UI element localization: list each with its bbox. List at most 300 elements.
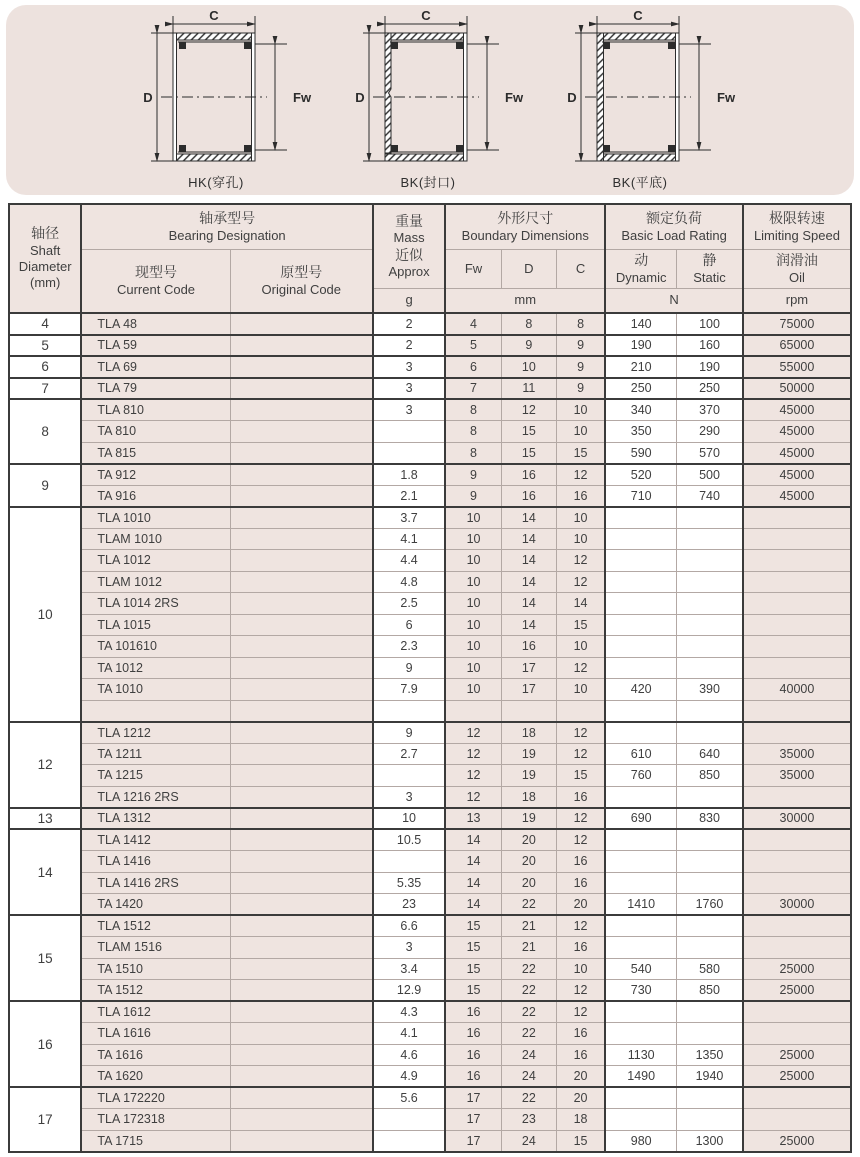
cell-limiting-speed: [743, 915, 851, 937]
cell-dynamic-load: 590: [605, 442, 676, 464]
cell-limiting-speed: [743, 700, 851, 722]
svg-text:C: C: [421, 11, 431, 23]
table-body: [9, 313, 851, 1152]
cell-dynamic-load: [605, 507, 676, 529]
cell-original-code: [230, 915, 373, 937]
cell-mass: 4.6: [373, 1044, 445, 1066]
cell-d: 19: [501, 765, 556, 787]
cell-fw: 17: [445, 1087, 501, 1109]
cell-mass: 12.9: [373, 980, 445, 1002]
cell-original-code: [230, 937, 373, 959]
cell-static-load: 290: [677, 421, 743, 443]
cell-original-code: [230, 722, 373, 744]
cell-d: 21: [501, 937, 556, 959]
table-row: [9, 980, 851, 1002]
cell-mass: 4.1: [373, 1023, 445, 1045]
cell-limiting-speed: 45000: [743, 421, 851, 443]
cell-dynamic-load: 730: [605, 980, 676, 1002]
cell-static-load: [677, 593, 743, 615]
cell-current-code: TA 815: [81, 442, 230, 464]
cell-static-load: [677, 1087, 743, 1109]
cell-shaft-diameter: 8: [9, 399, 81, 464]
cell-fw: 15: [445, 937, 501, 959]
table-row: [9, 937, 851, 959]
cell-original-code: [230, 1087, 373, 1109]
cell-d: 18: [501, 786, 556, 808]
cell-static-load: [677, 851, 743, 873]
cell-limiting-speed: [743, 872, 851, 894]
cell-limiting-speed: 55000: [743, 356, 851, 378]
cell-shaft-diameter: 14: [9, 829, 81, 915]
cell-fw: 12: [445, 722, 501, 744]
cell-static-load: [677, 915, 743, 937]
table-row: [9, 679, 851, 701]
cell-mass: [373, 1109, 445, 1131]
cell-fw: 16: [445, 1023, 501, 1045]
cell-fw: 15: [445, 980, 501, 1002]
cell-c: 16: [556, 1044, 605, 1066]
cell-original-code: [230, 786, 373, 808]
cell-limiting-speed: [743, 851, 851, 873]
cell-dynamic-load: [605, 1023, 676, 1045]
cell-dynamic-load: 610: [605, 743, 676, 765]
cell-mass: 3.7: [373, 507, 445, 529]
cell-d: [501, 700, 556, 722]
cell-current-code: TA 1211: [81, 743, 230, 765]
table-row: [9, 464, 851, 486]
cell-dynamic-load: 540: [605, 958, 676, 980]
cell-d: 9: [501, 335, 556, 357]
cell-original-code: [230, 636, 373, 658]
svg-text:C: C: [209, 11, 219, 23]
cell-d: 21: [501, 915, 556, 937]
table-row: [9, 851, 851, 873]
cell-static-load: [677, 786, 743, 808]
cell-static-load: [677, 700, 743, 722]
bearing-spec-table: [8, 203, 852, 1153]
cell-shaft-diameter: 7: [9, 378, 81, 400]
cell-mass: [373, 700, 445, 722]
cell-mass: 1.8: [373, 464, 445, 486]
cell-fw: 14: [445, 872, 501, 894]
cell-original-code: [230, 700, 373, 722]
cell-dynamic-load: 250: [605, 378, 676, 400]
cell-current-code: TLAM 1516: [81, 937, 230, 959]
cell-original-code: [230, 528, 373, 550]
table-row: [9, 722, 851, 744]
cell-current-code: TLA 1010: [81, 507, 230, 529]
cell-d: 16: [501, 464, 556, 486]
table-row: [9, 743, 851, 765]
cell-limiting-speed: [743, 786, 851, 808]
cell-mass: 23: [373, 894, 445, 916]
cell-shaft-diameter: 9: [9, 464, 81, 507]
cell-c: 20: [556, 1087, 605, 1109]
cell-fw: 14: [445, 894, 501, 916]
cell-shaft-diameter: 5: [9, 335, 81, 357]
cell-original-code: [230, 485, 373, 507]
cell-fw: 5: [445, 335, 501, 357]
cell-d: 24: [501, 1066, 556, 1088]
table-row: [9, 1066, 851, 1088]
cell-limiting-speed: 45000: [743, 464, 851, 486]
cell-limiting-speed: [743, 593, 851, 615]
cell-limiting-speed: [743, 528, 851, 550]
cell-fw: 10: [445, 614, 501, 636]
cell-original-code: [230, 335, 373, 357]
cell-mass: 5.6: [373, 1087, 445, 1109]
cell-original-code: [230, 657, 373, 679]
cell-dynamic-load: [605, 786, 676, 808]
cell-fw: 6: [445, 356, 501, 378]
cell-mass: 4.8: [373, 571, 445, 593]
cell-static-load: [677, 636, 743, 658]
cell-current-code: TA 810: [81, 421, 230, 443]
cell-current-code: TLA 1015: [81, 614, 230, 636]
cell-limiting-speed: 25000: [743, 958, 851, 980]
table-row: [9, 335, 851, 357]
cell-dynamic-load: 350: [605, 421, 676, 443]
unit-newton: N: [605, 289, 743, 314]
table-row: [9, 1087, 851, 1109]
cell-static-load: [677, 1023, 743, 1045]
cell-c: 14: [556, 593, 605, 615]
cell-static-load: 580: [677, 958, 743, 980]
cell-current-code: TLA 59: [81, 335, 230, 357]
cell-limiting-speed: [743, 657, 851, 679]
cell-shaft-diameter: 17: [9, 1087, 81, 1152]
cell-static-load: 850: [677, 980, 743, 1002]
cell-static-load: [677, 722, 743, 744]
cell-limiting-speed: 25000: [743, 1044, 851, 1066]
cell-c: 12: [556, 571, 605, 593]
header-basic-load-rating: 额定负荷 Basic Load Rating: [605, 204, 743, 250]
cell-static-load: 640: [677, 743, 743, 765]
cell-dynamic-load: 1130: [605, 1044, 676, 1066]
cell-current-code: TLA 1416 2RS: [81, 872, 230, 894]
cell-original-code: [230, 399, 373, 421]
cell-mass: 9: [373, 657, 445, 679]
svg-text:D: D: [567, 90, 577, 105]
cell-limiting-speed: [743, 829, 851, 851]
cell-mass: 3.4: [373, 958, 445, 980]
cell-static-load: 1350: [677, 1044, 743, 1066]
cell-limiting-speed: [743, 614, 851, 636]
cell-fw: 14: [445, 829, 501, 851]
cell-static-load: 1300: [677, 1130, 743, 1152]
cell-fw: 12: [445, 743, 501, 765]
cell-static-load: [677, 872, 743, 894]
cell-c: 12: [556, 808, 605, 830]
cell-fw: 10: [445, 636, 501, 658]
cell-c: 12: [556, 1001, 605, 1023]
cell-current-code: TLA 1512: [81, 915, 230, 937]
cell-static-load: 250: [677, 378, 743, 400]
cell-dynamic-load: [605, 700, 676, 722]
cell-limiting-speed: 35000: [743, 765, 851, 787]
cell-current-code: TA 1420: [81, 894, 230, 916]
cell-d: 22: [501, 1023, 556, 1045]
cell-limiting-speed: [743, 1001, 851, 1023]
cell-c: 10: [556, 636, 605, 658]
cell-dynamic-load: [605, 1001, 676, 1023]
cell-shaft-diameter: 15: [9, 915, 81, 1001]
table-row: [9, 786, 851, 808]
cell-mass: 3: [373, 937, 445, 959]
cell-c: 12: [556, 980, 605, 1002]
cell-original-code: [230, 1044, 373, 1066]
cell-fw: 8: [445, 399, 501, 421]
cell-c: [556, 700, 605, 722]
cell-static-load: [677, 507, 743, 529]
cell-dynamic-load: [605, 571, 676, 593]
cell-mass: 6.6: [373, 915, 445, 937]
diagram-panel: [6, 5, 854, 195]
cell-limiting-speed: 25000: [743, 1130, 851, 1152]
cell-c: 15: [556, 1130, 605, 1152]
svg-text:D: D: [143, 90, 153, 105]
cell-current-code: TLA 1014 2RS: [81, 593, 230, 615]
cell-d: 20: [501, 851, 556, 873]
cell-d: 22: [501, 1087, 556, 1109]
cell-original-code: [230, 980, 373, 1002]
cell-limiting-speed: [743, 937, 851, 959]
cell-original-code: [230, 442, 373, 464]
cell-d: 14: [501, 550, 556, 572]
diagram-label: BK(封口): [400, 175, 456, 190]
cell-static-load: 830: [677, 808, 743, 830]
table-row: [9, 528, 851, 550]
cell-current-code: TA 1512: [81, 980, 230, 1002]
cell-current-code: TLA 172220: [81, 1087, 230, 1109]
cell-limiting-speed: [743, 550, 851, 572]
cell-original-code: [230, 1023, 373, 1045]
cell-dynamic-load: [605, 722, 676, 744]
cell-static-load: 370: [677, 399, 743, 421]
cell-dynamic-load: 1490: [605, 1066, 676, 1088]
table-header: [9, 204, 851, 313]
cell-c: 12: [556, 722, 605, 744]
cell-limiting-speed: 45000: [743, 442, 851, 464]
unit-rpm: rpm: [743, 289, 851, 314]
cell-mass: 4.3: [373, 1001, 445, 1023]
cell-current-code: TLA 1616: [81, 1023, 230, 1045]
table-row: [9, 1001, 851, 1023]
unit-grams: g: [373, 289, 445, 314]
table-row: [9, 399, 851, 421]
cell-original-code: [230, 1066, 373, 1088]
table-row: [9, 700, 851, 722]
cell-mass: 3: [373, 399, 445, 421]
cell-limiting-speed: [743, 1109, 851, 1131]
cell-limiting-speed: 30000: [743, 808, 851, 830]
svg-text:D: D: [355, 90, 365, 105]
cell-shaft-diameter: 13: [9, 808, 81, 830]
cell-dynamic-load: [605, 636, 676, 658]
cell-dynamic-load: 980: [605, 1130, 676, 1152]
cell-d: 16: [501, 636, 556, 658]
header-fw: Fw: [445, 250, 501, 289]
cell-d: 22: [501, 980, 556, 1002]
cell-current-code: TLA 1012: [81, 550, 230, 572]
cell-current-code: TLA 1416: [81, 851, 230, 873]
cell-original-code: [230, 872, 373, 894]
cell-static-load: 570: [677, 442, 743, 464]
cell-mass: [373, 765, 445, 787]
cell-original-code: [230, 894, 373, 916]
table-row: [9, 378, 851, 400]
cell-current-code: TA 101610: [81, 636, 230, 658]
cell-current-code: TA 1715: [81, 1130, 230, 1152]
cell-original-code: [230, 765, 373, 787]
table-row: [9, 571, 851, 593]
cell-d: 22: [501, 1001, 556, 1023]
bearing-section-drawing: [353, 11, 563, 171]
cell-current-code: TLA 1216 2RS: [81, 786, 230, 808]
cell-dynamic-load: 190: [605, 335, 676, 357]
table-row: [9, 958, 851, 980]
cell-d: 19: [501, 743, 556, 765]
cell-limiting-speed: 25000: [743, 980, 851, 1002]
cell-fw: [445, 700, 501, 722]
cell-current-code: TLA 1312: [81, 808, 230, 830]
table-row: [9, 872, 851, 894]
cell-fw: 9: [445, 485, 501, 507]
cell-static-load: 1940: [677, 1066, 743, 1088]
cell-c: 20: [556, 1066, 605, 1088]
cell-mass: 10.5: [373, 829, 445, 851]
cell-fw: 10: [445, 528, 501, 550]
cell-original-code: [230, 679, 373, 701]
cell-mass: 2: [373, 313, 445, 335]
bearing-diagram-bk-sealed: [353, 5, 563, 191]
cell-d: 22: [501, 958, 556, 980]
cell-c: 10: [556, 958, 605, 980]
table-row: [9, 657, 851, 679]
cell-fw: 10: [445, 679, 501, 701]
cell-mass: 4.9: [373, 1066, 445, 1088]
cell-original-code: [230, 421, 373, 443]
cell-mass: [373, 442, 445, 464]
cell-mass: 2.7: [373, 743, 445, 765]
cell-c: 10: [556, 507, 605, 529]
unit-mm: mm: [445, 289, 605, 314]
cell-c: 12: [556, 915, 605, 937]
cell-current-code: TA 1012: [81, 657, 230, 679]
cell-current-code: TLA 69: [81, 356, 230, 378]
cell-dynamic-load: 710: [605, 485, 676, 507]
cell-original-code: [230, 507, 373, 529]
cell-fw: 10: [445, 507, 501, 529]
cell-current-code: TA 1010: [81, 679, 230, 701]
svg-text:Fw: Fw: [717, 90, 736, 105]
cell-mass: 3: [373, 786, 445, 808]
cell-original-code: [230, 571, 373, 593]
header-current-code: 现型号 Current Code: [81, 250, 230, 314]
cell-dynamic-load: [605, 915, 676, 937]
cell-current-code: TLA 1612: [81, 1001, 230, 1023]
cell-static-load: [677, 614, 743, 636]
cell-d: 17: [501, 679, 556, 701]
cell-limiting-speed: [743, 507, 851, 529]
cell-static-load: [677, 1001, 743, 1023]
cell-c: 15: [556, 614, 605, 636]
cell-dynamic-load: [605, 528, 676, 550]
cell-c: 9: [556, 335, 605, 357]
cell-fw: 12: [445, 786, 501, 808]
diagram-label: HK(穿孔): [188, 175, 244, 190]
cell-d: 16: [501, 485, 556, 507]
cell-current-code: TA 1510: [81, 958, 230, 980]
table-row: [9, 507, 851, 529]
diagram-label: BK(平底): [612, 175, 668, 190]
cell-d: 23: [501, 1109, 556, 1131]
table-row: [9, 485, 851, 507]
cell-mass: 4.4: [373, 550, 445, 572]
cell-fw: 8: [445, 442, 501, 464]
cell-c: 10: [556, 528, 605, 550]
cell-original-code: [230, 356, 373, 378]
cell-c: 15: [556, 765, 605, 787]
cell-d: 22: [501, 894, 556, 916]
cell-original-code: [230, 958, 373, 980]
cell-current-code: TA 1616: [81, 1044, 230, 1066]
cell-limiting-speed: [743, 636, 851, 658]
cell-fw: 16: [445, 1044, 501, 1066]
header-oil: 润滑油 Oil: [743, 250, 851, 289]
cell-d: 18: [501, 722, 556, 744]
table-row: [9, 421, 851, 443]
cell-dynamic-load: 520: [605, 464, 676, 486]
cell-limiting-speed: 45000: [743, 485, 851, 507]
cell-c: 16: [556, 937, 605, 959]
table-row: [9, 915, 851, 937]
cell-limiting-speed: 75000: [743, 313, 851, 335]
cell-c: 12: [556, 743, 605, 765]
cell-static-load: 850: [677, 765, 743, 787]
cell-d: 8: [501, 313, 556, 335]
cell-static-load: 1760: [677, 894, 743, 916]
cell-d: 19: [501, 808, 556, 830]
cell-current-code: TA 912: [81, 464, 230, 486]
cell-current-code: TLA 1412: [81, 829, 230, 851]
cell-original-code: [230, 1109, 373, 1131]
svg-text:C: C: [633, 11, 643, 23]
cell-static-load: 190: [677, 356, 743, 378]
cell-c: 8: [556, 313, 605, 335]
cell-limiting-speed: 40000: [743, 679, 851, 701]
header-static: 静 Static: [677, 250, 743, 289]
cell-mass: 2: [373, 335, 445, 357]
cell-fw: 10: [445, 593, 501, 615]
table-row: [9, 829, 851, 851]
cell-dynamic-load: [605, 1087, 676, 1109]
cell-fw: 10: [445, 657, 501, 679]
cell-mass: 5.35: [373, 872, 445, 894]
cell-d: 14: [501, 614, 556, 636]
cell-fw: 7: [445, 378, 501, 400]
cell-fw: 15: [445, 958, 501, 980]
cell-d: 11: [501, 378, 556, 400]
cell-d: 17: [501, 657, 556, 679]
cell-d: 14: [501, 571, 556, 593]
svg-text:Fw: Fw: [505, 90, 524, 105]
cell-mass: 10: [373, 808, 445, 830]
header-shaft-diameter: 轴径 Shaft Diameter (mm): [9, 204, 81, 313]
cell-limiting-speed: [743, 1087, 851, 1109]
bearing-diagram-hk: [141, 5, 351, 191]
cell-c: 15: [556, 442, 605, 464]
